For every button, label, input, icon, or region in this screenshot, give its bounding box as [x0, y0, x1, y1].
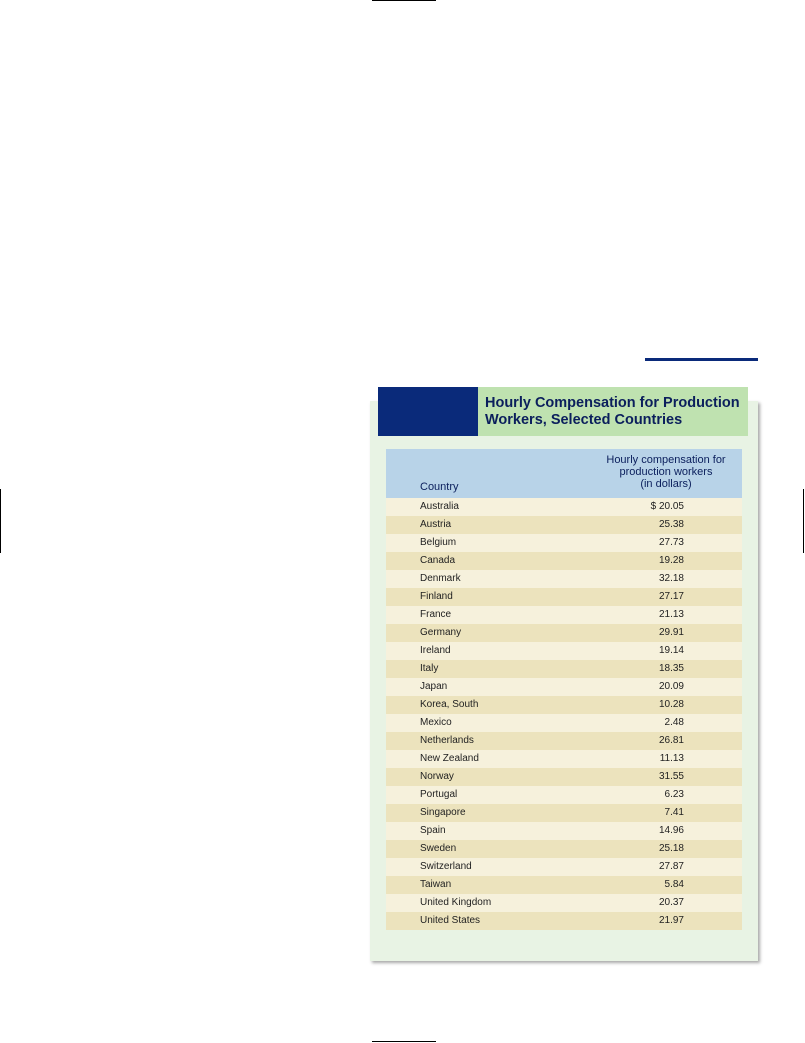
cell-compensation: 27.87	[658, 861, 684, 872]
table-row	[386, 750, 742, 768]
cell-compensation: 27.17	[658, 591, 684, 602]
column-header-compensation-line-1: Hourly compensation for	[606, 454, 726, 466]
table-row	[386, 858, 742, 876]
table-row	[386, 768, 742, 786]
cell-compensation: 20.09	[658, 681, 684, 692]
table-row	[386, 840, 742, 858]
cell-country: Taiwan	[420, 879, 452, 890]
cell-compensation: 19.28	[658, 555, 684, 566]
table-title-line-2: Workers, Selected Countries	[485, 412, 683, 428]
cell-country: Australia	[420, 501, 459, 512]
column-header-compensation	[556, 454, 776, 490]
cell-country: Germany	[420, 627, 462, 638]
cell-compensation: 19.14	[658, 645, 684, 656]
table-row	[386, 876, 742, 894]
table-title-line-1: Hourly Compensation for Production	[485, 395, 740, 411]
cell-country: Denmark	[420, 573, 461, 584]
column-header-compensation-line-2: production workers	[619, 466, 713, 478]
table-row	[386, 912, 742, 930]
table-row	[386, 696, 742, 714]
cell-country: Austria	[420, 519, 452, 530]
cell-country: Korea, South	[420, 699, 479, 710]
cell-compensation: $ 20.05	[650, 501, 684, 512]
table-row	[386, 498, 742, 516]
table-label-box	[378, 387, 478, 436]
cell-country: New Zealand	[420, 753, 479, 764]
cell-country: Japan	[420, 681, 448, 692]
column-header-compensation-line-3: (in dollars)	[640, 478, 692, 490]
table-row	[386, 804, 742, 822]
cell-compensation: 25.18	[658, 843, 684, 854]
cell-compensation: 5.84	[664, 879, 684, 890]
cell-country: Mexico	[420, 717, 452, 728]
cell-compensation: 10.28	[658, 699, 684, 710]
table-row	[386, 786, 742, 804]
table-row	[386, 516, 742, 534]
cell-compensation: 7.41	[664, 807, 684, 818]
table-row	[386, 570, 742, 588]
table-header	[386, 449, 742, 498]
cell-country: Spain	[420, 825, 446, 836]
column-header-country: Country	[420, 481, 459, 493]
table-row	[386, 552, 742, 570]
page-right-edge-mark	[803, 489, 804, 553]
table-row	[386, 624, 742, 642]
page-top-rule	[372, 0, 436, 1]
cell-country: Netherlands	[420, 735, 474, 746]
cell-country: United Kingdom	[420, 897, 492, 908]
table-title	[478, 387, 748, 436]
cell-compensation: 11.13	[659, 753, 684, 764]
table-row	[386, 642, 742, 660]
cell-compensation: 20.37	[658, 897, 684, 908]
page-left-edge-mark	[0, 489, 1, 553]
page-bottom-rule	[372, 1041, 436, 1042]
cell-country: Switzerland	[420, 861, 472, 872]
cell-compensation: 27.73	[658, 537, 684, 548]
table-row	[386, 534, 742, 552]
table-row	[386, 678, 742, 696]
cell-country: Canada	[420, 555, 456, 566]
cell-compensation: 14.96	[658, 825, 684, 836]
cell-compensation: 26.81	[658, 735, 684, 746]
cell-compensation: 6.23	[664, 789, 684, 800]
compensation-table	[386, 449, 742, 930]
section-blue-rule	[645, 358, 758, 361]
cell-compensation: 2.48	[664, 717, 684, 728]
cell-country: Portugal	[420, 789, 458, 800]
table-row	[386, 606, 742, 624]
cell-compensation: 18.35	[658, 663, 684, 674]
table-row	[386, 660, 742, 678]
cell-country: Ireland	[420, 645, 451, 656]
cell-country: Finland	[420, 591, 453, 602]
cell-country: United States	[420, 915, 481, 926]
table-row	[386, 714, 742, 732]
table-row	[386, 732, 742, 750]
table-body	[386, 498, 742, 930]
cell-compensation: 21.97	[658, 915, 684, 926]
cell-country: Belgium	[420, 537, 457, 548]
cell-compensation: 31.55	[658, 771, 684, 782]
cell-compensation: 21.13	[658, 609, 684, 620]
cell-compensation: 25.38	[658, 519, 684, 530]
cell-country: Norway	[420, 771, 454, 782]
cell-country: Sweden	[420, 843, 457, 854]
cell-compensation: 29.91	[658, 627, 684, 638]
table-row	[386, 894, 742, 912]
table-row	[386, 588, 742, 606]
cell-country: France	[420, 609, 452, 620]
cell-country: Italy	[420, 663, 439, 674]
cell-country: Singapore	[420, 807, 466, 818]
cell-compensation: 32.18	[658, 573, 684, 584]
table-row	[386, 822, 742, 840]
